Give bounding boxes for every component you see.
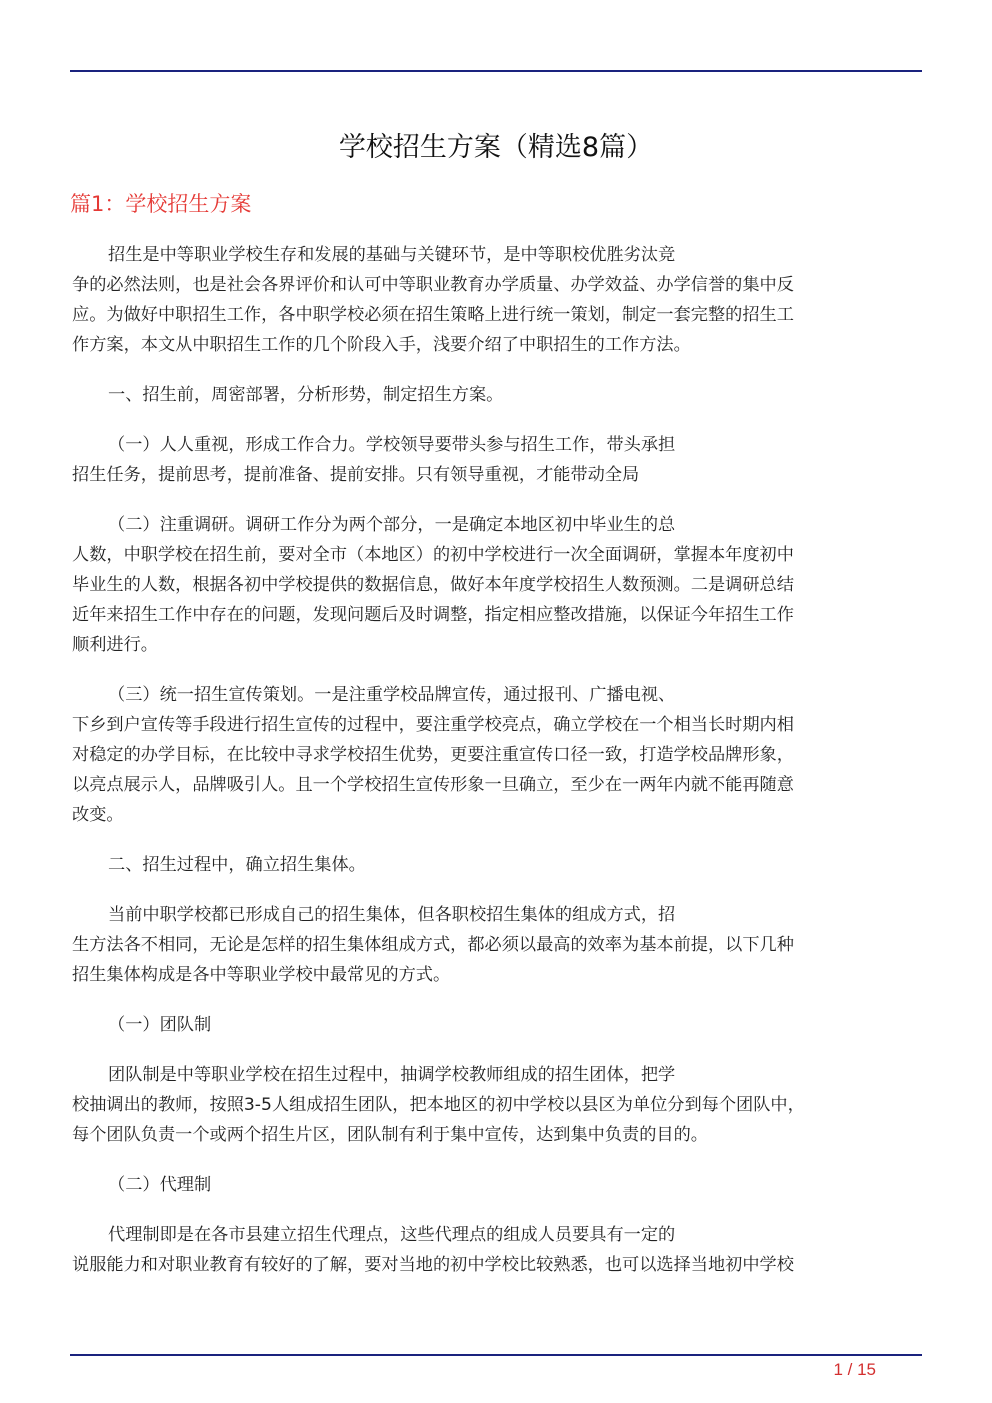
body-line: （一）人人重视，形成工作合力。学校领导要带头参与招生工作，带头承担 [108, 435, 676, 455]
section-heading: 篇1：学校招生方案 [70, 192, 252, 216]
body-line: 作方案，本文从中职招生工作的几个阶段入手，浅要介绍了中职招生的工作方法。 [72, 335, 691, 355]
page-number: 1 / 15 [833, 1360, 876, 1379]
body-line: 人数，中职学校在招生前，要对全市（本地区）的初中学校进行一次全面调研，掌握本年度初中 [72, 545, 794, 565]
body-line: 当前中职学校都已形成自己的招生集体，但各职校招生集体的组成方式，招 [108, 905, 676, 925]
body-line: 校抽调出的教师，按照3-5人组成招生团队，把本地区的初中学校以县区为单位分到每个团队中， [72, 1095, 805, 1115]
document-title: 学校招生方案（精选8篇） [338, 132, 654, 163]
body-line: 招生集体构成是各中等职业学校中最常见的方式。 [72, 965, 451, 985]
body-line: 以亮点展示人，品牌吸引人。且一个学校招生宣传形象一旦确立，至少在一两年内就不能再随意 [72, 775, 794, 795]
body-line: 招生是中等职业学校生存和发展的基础与关键环节，是中等职校优胜劣汰竞 [108, 245, 676, 265]
body-line: （二）注重调研。调研工作分为两个部分，一是确定本地区初中毕业生的总 [108, 515, 676, 535]
body-line: （一）团队制 [108, 1015, 212, 1035]
body-line: 一、招生前，周密部署，分析形势，制定招生方案。 [108, 385, 504, 405]
body-line: 团队制是中等职业学校在招生过程中，抽调学校教师组成的招生团体，把学 [108, 1065, 676, 1085]
body-line: 代理制即是在各市县建立招生代理点，这些代理点的组成人员要具有一定的 [108, 1225, 676, 1245]
body-line: 每个团队负责一个或两个招生片区，团队制有利于集中宣传，达到集中负责的目的。 [72, 1125, 708, 1145]
body-line: （二）代理制 [108, 1175, 212, 1195]
body-line: 二、招生过程中，确立招生集体。 [108, 855, 366, 875]
body-line: 争的必然法则，也是社会各界评价和认可中等职业教育办学质量、办学效益、办学信誉的集中反 [72, 275, 794, 295]
body-line: 生方法各不相同，无论是怎样的招生集体组成方式，都必须以最高的效率为基本前提，以下几种 [72, 935, 794, 955]
top-divider [70, 70, 922, 72]
body-line: 毕业生的人数，根据各初中学校提供的数据信息，做好本年度学校招生人数预测。二是调研总结 [72, 575, 794, 595]
body-line: （三）统一招生宣传策划。一是注重学校品牌宣传，通过报刊、广播电视、 [108, 685, 676, 705]
body-line: 近年来招生工作中存在的问题，发现问题后及时调整，指定相应整改措施，以保证今年招生工作 [72, 605, 794, 625]
body-line: 下乡到户宣传等手段进行招生宣传的过程中，要注重学校亮点，确立学校在一个相当长时期内相 [72, 715, 794, 735]
body-line: 招生任务，提前思考，提前准备、提前安排。只有领导重视，才能带动全局 [72, 465, 640, 485]
body-line: 说服能力和对职业教育有较好的了解，要对当地的初中学校比较熟悉，也可以选择当地初中学校 [72, 1255, 794, 1275]
bottom-divider [70, 1354, 922, 1356]
body-line: 对稳定的办学目标，在比较中寻求学校招生优势，更要注重宣传口径一致，打造学校品牌形象， [72, 745, 794, 765]
body-line: 改变。 [72, 805, 124, 825]
body-line: 应。为做好中职招生工作，各中职学校必须在招生策略上进行统一策划，制定一套完整的招生工 [72, 305, 794, 325]
body-line: 顺利进行。 [72, 635, 158, 655]
